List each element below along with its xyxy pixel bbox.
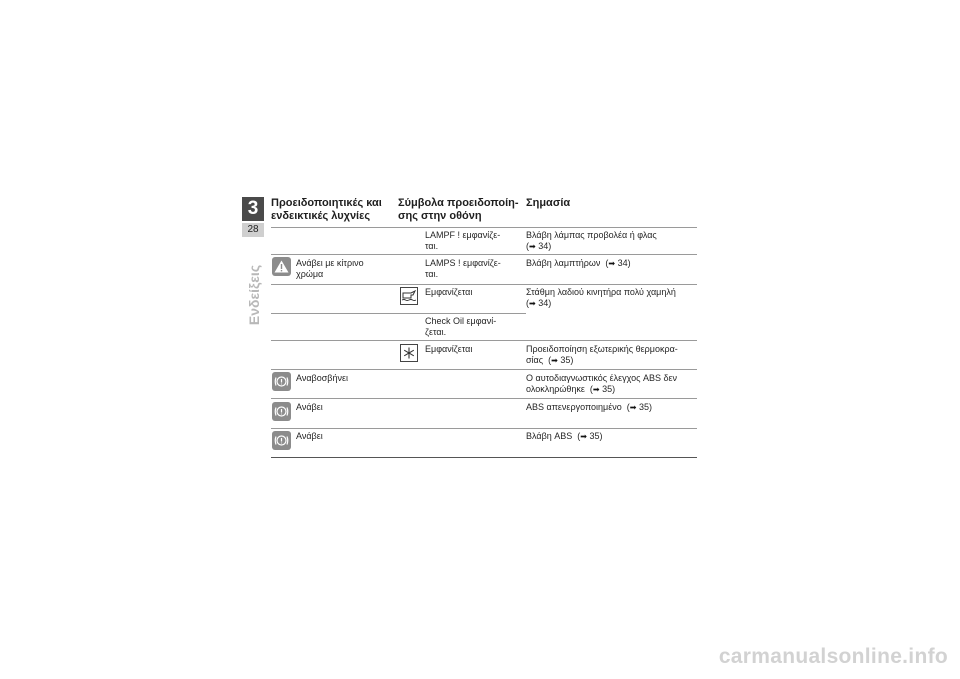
row-divider <box>271 369 697 370</box>
meaning-label: Στάθμη λαδιού κινητήρα πολύ χαμηλή <box>526 287 676 297</box>
reference-arrow-icon: ➡ <box>608 259 616 268</box>
page-ref: 34 <box>617 258 628 268</box>
row-divider <box>271 227 697 228</box>
meaning-label: ABS απενεργοποιημένο <box>526 402 622 412</box>
header-display-symbols: Σύμβολα προειδοποίη-σης στην οθόνη <box>398 197 519 222</box>
display-text: Εμφανίζεται <box>425 287 473 297</box>
row-divider <box>271 398 697 399</box>
meaning-text: Ο αυτοδιαγνωστικός έλεγχος ABS δεν ολοκληρώθηκε (➡ 35) <box>526 373 678 394</box>
page-ref: 35 <box>638 402 649 412</box>
page-ref: 35 <box>589 431 600 441</box>
table-bottom-rule <box>271 457 697 458</box>
lamp-text: Ανάβει με κίτρινο χρώμα <box>296 258 364 279</box>
page-ref: 34 <box>538 241 549 251</box>
lamp-text: Ανάβει <box>296 431 323 441</box>
header-meaning: Σημασία <box>526 197 571 209</box>
lamp-text: Ανάβει <box>296 402 323 412</box>
reference-arrow-icon: ➡ <box>592 385 600 394</box>
reference-arrow-icon: ➡ <box>529 299 536 308</box>
display-text: LAMPS ! εμφανίζε-ται. <box>425 258 501 279</box>
meaning-text: Βλάβη λάμπας προβολέα ή φλας (➡ 34) <box>526 230 657 251</box>
table-header <box>271 197 697 227</box>
meaning-label: Βλάβη ABS <box>526 431 573 441</box>
reference-arrow-icon: ➡ <box>551 356 558 365</box>
header-lamps: Προειδοποιητικές και ενδεικτικές λυχνίες <box>271 197 382 222</box>
meaning-label: Βλάβη λάμπας προβολέα ή φλας <box>526 230 657 240</box>
page-number: 28 <box>242 223 264 237</box>
meaning-text: Προειδοποίηση εξωτερικής θερμοκρα-σίας (➡ 35) <box>526 344 678 365</box>
row-divider <box>271 313 526 314</box>
row-divider <box>271 428 697 429</box>
abs-icon <box>272 402 291 421</box>
page-ref: 34 <box>538 298 549 308</box>
display-text: Εμφανίζεται <box>425 344 473 354</box>
meaning-text: ABS απενεργοποιημένο (➡ 35) <box>526 402 652 412</box>
watermark: carmanualsonline.info <box>718 645 948 668</box>
reference-arrow-icon: ➡ <box>529 242 536 251</box>
meaning-text: Στάθμη λαδιού κινητήρα πολύ χαμηλή (➡ 34) <box>526 287 676 308</box>
abs-icon <box>272 372 291 391</box>
row-divider <box>271 284 697 285</box>
frost-icon <box>400 344 418 362</box>
display-text: Check Oil εμφανί-ζεται. <box>425 316 497 337</box>
row-divider <box>271 340 697 341</box>
page-ref: 35 <box>560 355 571 365</box>
meaning-label: Βλάβη λαμπτήρων <box>526 258 601 268</box>
oil-level-icon <box>400 287 418 305</box>
lamp-text: Αναβοσβήνει <box>296 373 348 383</box>
chapter-number: 3 <box>242 197 264 221</box>
warning-triangle-icon <box>272 257 291 276</box>
display-text: LAMPF ! εμφανίζε-ται. <box>425 230 501 251</box>
meaning-text: Βλάβη ABS (➡ 35) <box>526 431 603 441</box>
meaning-text: Βλάβη λαμπτήρων (➡ 34) <box>526 258 631 268</box>
abs-icon <box>272 431 291 450</box>
reference-arrow-icon: ➡ <box>629 403 637 412</box>
reference-arrow-icon: ➡ <box>580 432 587 441</box>
page-ref: 35 <box>602 384 613 394</box>
side-title-text: Ενδείξεις <box>246 264 263 326</box>
side-title <box>237 245 271 345</box>
row-divider <box>271 254 697 255</box>
meaning-label: Ο αυτοδιαγνωστικός έλεγχος ABS δεν ολοκληρώθηκε <box>526 373 678 394</box>
meaning-label: Προειδοποίηση εξωτερικής θερμοκρα-σίας <box>526 344 678 365</box>
